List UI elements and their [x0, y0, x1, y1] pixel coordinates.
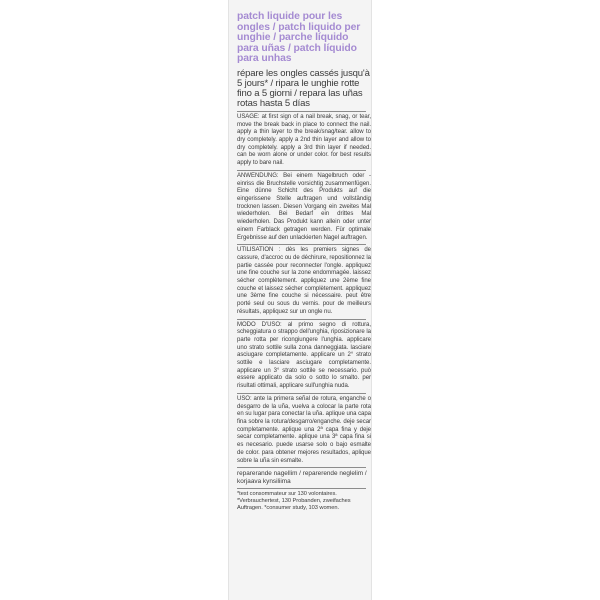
usage-german: ANWENDUNG: Bei einem Nagelbruch oder -einriss die Bruchstelle vorsichtig zusammenfügen. Eine dünne Schicht des Produkts auf die eingerissene Stelle auftragen und vollständig trocknen lassen. Diesen Vorgang ein zweites Mal wiederholen. Bei Bedarf ein drittes Mal wiederholen. Das Produkt kann allein oder unter einem Farblack getragen werden. Für optimale Ergebnisse auf den unlackierten Nagel auftragen. — [237, 172, 371, 241]
divider — [237, 170, 366, 171]
divider — [237, 319, 366, 320]
usage-spanish: USO: ante la primera señal de rotura, enganche o desgarro de la uña, vuelva a colocar la parte rota en su lugar para conectar la uña. aplique una capa fina sobre la rotura/desgarro/enganche. deje secar completamente. aplique una 2ª capa fina y deje secar completamente. aplique una 3ª capa fina si es necesario. puede usarse solo o bajo esmalte de color. para obtener mejores resultados, aplique sobre la uña sin esmalte. — [237, 395, 371, 464]
product-label-panel — [228, 0, 372, 600]
consumer-test-footnote: *test consommateur sur 130 volontaires. *Verbrauchertest, 130 Probanden, zweifaches Auftragen. *consumer study, 103 women. — [237, 491, 351, 512]
usage-english: USAGE: at first sign of a nail break, snag, or tear, move the break back in place to connect the nail. apply a thin layer to the break/snag/tear. allow to dry completely. apply a 2nd thin layer and allow to dry completely. apply a 3rd thin layer if needed. can be worn alone or under color. for best results apply to bare nail. — [237, 113, 371, 167]
divider — [237, 244, 366, 245]
product-title: patch liquide pour les ongles / patch liquido per unghie / parche líquido para uñas / patch líquido para unhas — [237, 11, 361, 65]
label-content — [237, 12, 371, 512]
product-subtitle: répare les ongles cassés jusqu'à 5 jours* / ripara le unghie rotte fino a 5 giorni / repara las uñas rotas hasta 5 días — [237, 67, 370, 109]
divider — [237, 393, 366, 394]
usage-italian: MODO D'USO: al primo segno di rottura, scheggiatura o strappo dell'unghia, riposizionare la parte rotta per ricongiungere l'unghia. applicare uno strato sottile sulla zona danneggiata. lasciare asciugare completamente. applicare un 2° strato sottile e lasciare asciugare completamente. applicare un 3° strato sottile se necessario. può essere applicato da solo o sotto lo smalto. per risultati ottimali, applicare sull'unghia nuda. — [237, 321, 371, 390]
usage-french: UTILISATION : dès les premiers signes de cassure, d'accroc ou de déchirure, repositionnez la partie cassée pour reconnecter l'ongle. appliquez une fine couche sur la zone endommagée. laissez sécher complètement. appliquez une 2ème fine couche et laissez sécher complètement. appliquez une 3ème fine couche si nécessaire. peut être porté seul ou sous du vernis. pour de meilleurs résultats, appliquez sur un ongle nu. — [237, 247, 371, 315]
divider — [237, 467, 366, 468]
divider — [237, 111, 366, 112]
nordic-product-name: reparerande nagellim / reparerende neglelim / korjaava kynsiliima — [237, 470, 367, 486]
divider — [237, 488, 366, 489]
